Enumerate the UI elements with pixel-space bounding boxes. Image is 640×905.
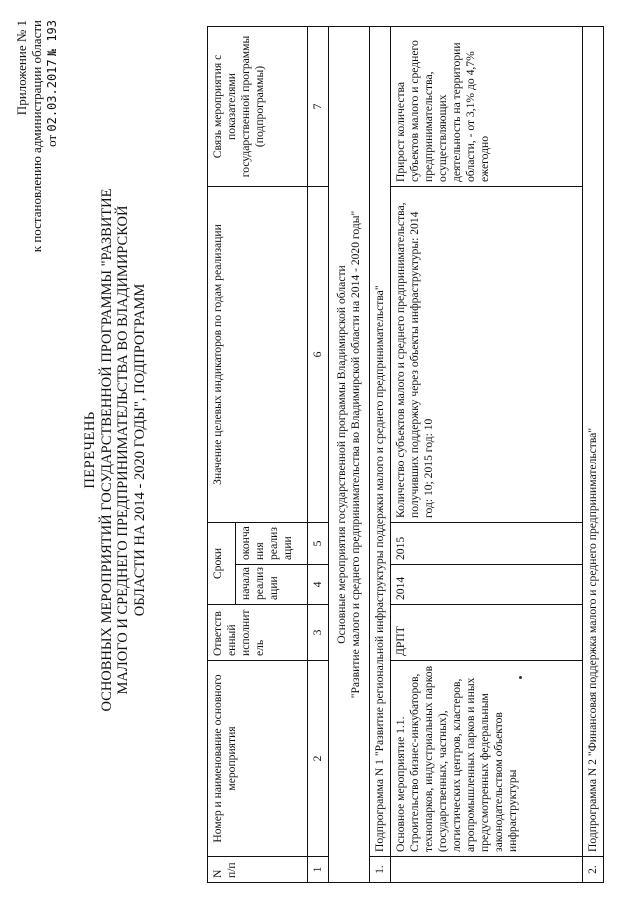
- col-number-cell: 5: [308, 522, 329, 564]
- col-number-cell: 4: [308, 565, 329, 605]
- section-title-line-2: "Развитие малого и среднего предпринимательства во Владимирской области на 2014 - 2020 годы": [349, 210, 362, 699]
- appendix-number: № 193: [45, 20, 59, 57]
- title-line-2: ОСНОВНЫХ МЕРОПРИЯТИЙ ГОСУДАРСТВЕННОЙ ПРОГРАММЫ "РАЗВИТИЕ: [98, 188, 115, 712]
- header-terms: Сроки: [208, 522, 236, 604]
- col-number-cell: 2: [308, 661, 329, 857]
- col-number-cell: 6: [308, 186, 329, 522]
- column-number-row: [308, 26, 329, 882]
- appendix-block: [14, 20, 60, 255]
- title-line-4: ОБЛАСТИ НА 2014 - 2020 ГОДЫ", ПОДПРОГРАММ: [131, 283, 148, 617]
- row-1-1-targets: Количество субъектов малого и среднего предпринимательства, получивших поддержку через объекты инфраструктуры: 2014 год: 10; 2015 год: 10: [391, 186, 583, 522]
- section-title-row: [329, 26, 370, 882]
- header-num: N п/п: [208, 857, 308, 883]
- row-1-1-name: Основное мероприятие 1.1. Строительство бизнес-инкубаторов, технопарков, индустриальных парков (государственных, частных), логистических центров, кластеров, агропромышленных парков и иных предусмотренных федеральным законодательством объектов инфраструктуры: [391, 661, 583, 857]
- header-name: Номер и наименование основного мероприятия: [208, 661, 308, 857]
- row-1-1-link: Прирост количества субъектов малого и среднего предпринимательства, осуществляющих деятельность на территории области, - от 3,1% до 4,7% ежегодно: [391, 26, 583, 186]
- header-executor: Ответств енный исполнит ель: [208, 605, 308, 661]
- title-line-1: ПЕРЕЧЕНЬ: [82, 411, 98, 489]
- scan-speck: [519, 676, 522, 679]
- subprogram-2-title: Подпрограмма N 2 "Финансовая поддержка малого и среднего предпринимательства": [583, 26, 604, 856]
- header-row: [208, 26, 236, 882]
- header-link: Связь мероприятия с показателями государственной программы (подпрограммы): [208, 26, 308, 186]
- col-number-cell: 1: [308, 857, 329, 883]
- section-title: [329, 26, 370, 882]
- subprogram-1-title: Подпрограмма N 1 "Развитие региональной инфраструктуры поддержки малого и среднего предпринимательства": [370, 26, 391, 856]
- header-targets: Значение целевых индикаторов по годам реализации: [208, 186, 308, 522]
- section-title-line-1: Основные мероприятия государственной программы Владимирской области: [335, 265, 348, 644]
- appendix-reference: к постановлению администрации области: [29, 20, 44, 253]
- subprogram-1-number: 1.: [370, 857, 391, 883]
- row-1-1-end: 2015: [391, 522, 583, 564]
- subprogram-row: [583, 26, 604, 882]
- appendix-title: Приложение № 1: [14, 20, 29, 116]
- row-1-1-num: [391, 857, 583, 883]
- appendix-date-prefix: от: [44, 134, 59, 147]
- col-number-cell: 3: [308, 605, 329, 661]
- appendix-date-line: [44, 20, 60, 255]
- header-end: оконча ния реализ ации: [236, 522, 308, 564]
- col-number-cell: 7: [308, 26, 329, 186]
- title-line-3: МАЛОГО И СРЕДНЕГО ПРЕДПРИНИМАТЕЛЬСТВА ВО ВЛАДИМИРСКОЙ: [115, 205, 131, 695]
- appendix-date: 02.03.2017: [45, 59, 59, 132]
- row-1-1-executor: ДРПТ: [391, 605, 583, 661]
- measures-table: [207, 26, 604, 883]
- subprogram-2-number: 2.: [583, 857, 604, 883]
- document-title: [82, 150, 148, 750]
- subprogram-row: [370, 26, 391, 882]
- table-row: [391, 26, 583, 882]
- row-1-1-start: 2014: [391, 565, 583, 605]
- header-start: начала реализ ации: [236, 565, 308, 605]
